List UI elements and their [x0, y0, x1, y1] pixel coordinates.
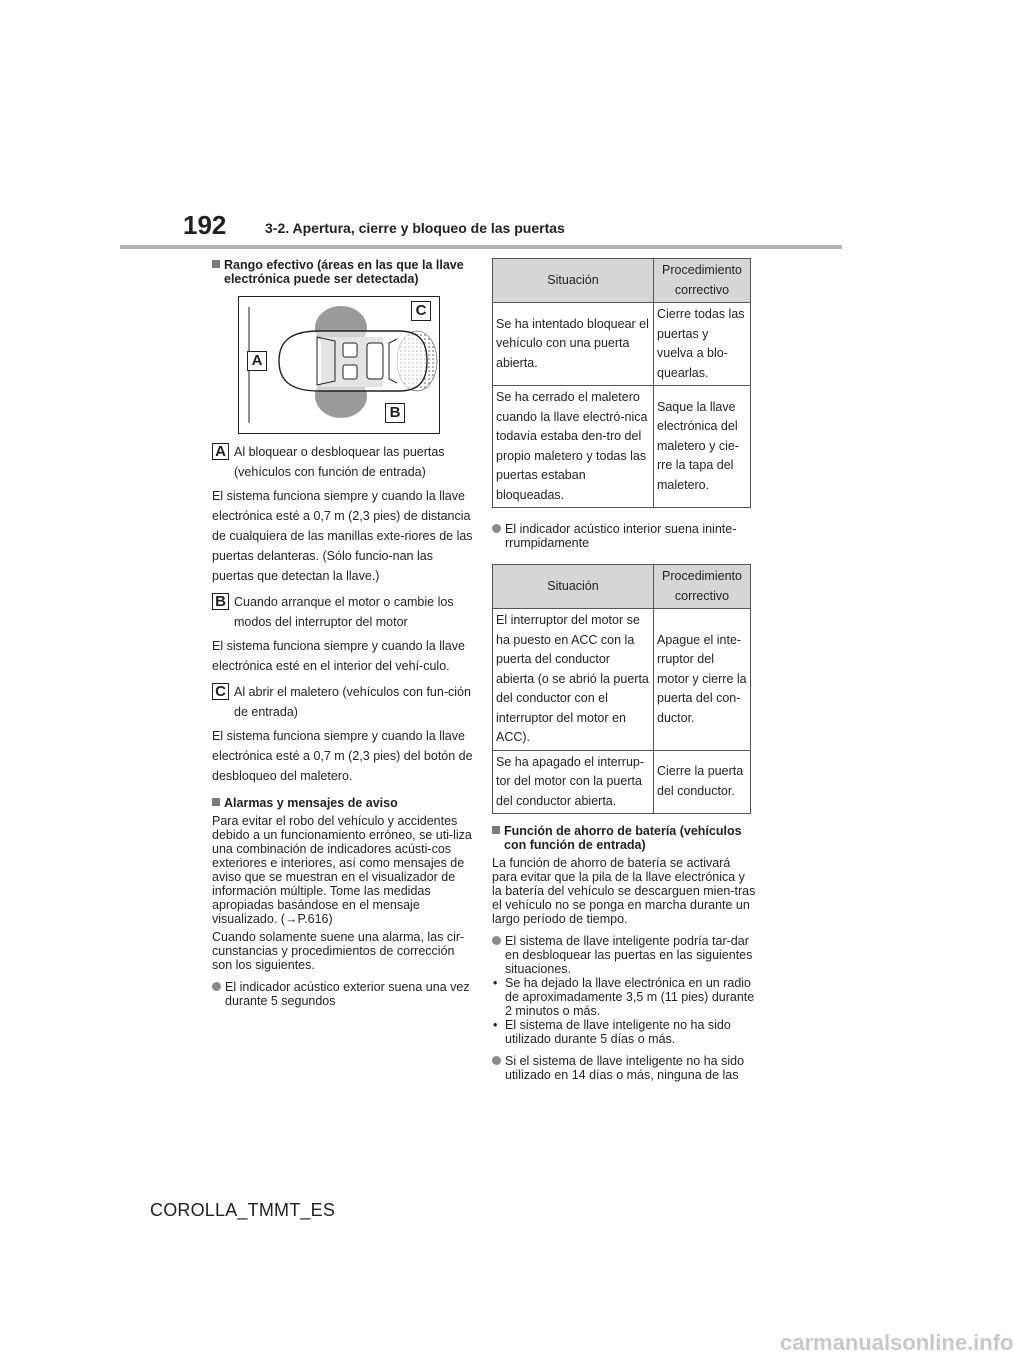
table-exterior-buzzer — [492, 258, 751, 508]
legend-c — [212, 682, 474, 722]
battery-paragraph: La función de ahorro de batería se activará para evitar que la pila de la llave electrónica y la batería del vehículo se descarguen mien-tras el vehículo no se ponga en marcha durante un largo período de tiempo. — [492, 856, 756, 926]
round-bullet-icon — [492, 1056, 501, 1065]
bullet-unused-text: Si el sistema de llave inteligente no ha sido utilizado en 14 días o más, ninguna de las — [505, 1054, 745, 1082]
bullet-exterior-text: El indicador acústico exterior suena una vez durante 5 segundos — [225, 980, 470, 1008]
dot-marker-icon: • — [493, 1018, 498, 1032]
legend-a-letter: A — [212, 443, 229, 460]
battery-section-title — [492, 824, 757, 852]
chapter-title: 3-2. Apertura, cierre y bloqueo de las puertas — [265, 220, 565, 236]
seat-front-right — [343, 365, 357, 379]
square-bullet-icon — [212, 798, 220, 806]
bullet-interior-buzzer — [492, 522, 757, 550]
dot-marker-icon: • — [493, 976, 498, 990]
table-row — [493, 750, 751, 814]
bullet-exterior-buzzer — [212, 980, 474, 1008]
table1-header-procedure: Procedimiento correctivo — [654, 259, 751, 303]
left-column — [212, 258, 474, 1008]
round-bullet-icon — [492, 936, 501, 945]
figure-label-a: A — [247, 351, 267, 371]
table-cell: El interruptor del motor se ha puesto en ACC con la puerta del conductor abierta (o se abrió la puerta del conductor con el interruptor del motor en ACC). — [493, 609, 654, 751]
paragraph-b: El sistema funciona siempre y cuando la llave electrónica esté en el interior del vehí-culo. — [212, 639, 465, 673]
legend-b-text: Cuando arranque el motor o cambie los modos del interruptor del motor — [234, 595, 454, 629]
watermark[interactable]: carmanualsonline.info — [780, 1330, 1014, 1355]
table1-header-situation: Situación — [493, 259, 654, 303]
range-title-text: Rango efectivo (áreas en las que la llave electrónica puede ser detectada) — [224, 258, 464, 286]
car-topview-illustration — [239, 297, 439, 433]
alarm-paragraph-1: Para evitar el robo del vehículo y accidentes debido a un funcionamiento erróneo, se uti-liza una combinación de indicadores acústi-cos exteriores e interiores, así como mensajes de aviso que se muestran en el visualizador de información múltiple. Tome las medidas apropiadas basándose en el mensaje visualizado. (→P.616) — [212, 814, 472, 926]
header-rule — [120, 245, 842, 249]
legend-a — [212, 442, 474, 482]
round-bullet-icon — [212, 982, 221, 991]
legend-b — [212, 592, 474, 632]
page-number: 192 — [183, 210, 227, 240]
bullet-interior-text: El indicador acústico interior suena ininte-rrumpidamente — [505, 522, 737, 550]
list-item — [492, 976, 757, 1018]
alarm-title-text: Alarmas y mensajes de aviso — [224, 796, 398, 810]
bullet-delay-text: El sistema de llave inteligente podría tar-dar en desbloquear las puertas en las siguientes situaciones. — [505, 934, 753, 976]
detection-range-figure — [238, 296, 440, 434]
legend-a-text: Al bloquear o desbloquear las puertas (vehículos con función de entrada) — [234, 445, 445, 479]
table-cell: Saque la llave electrónica del maletero y cie-rre la tapa del maletero. — [654, 386, 751, 508]
table2-header-situation: Situación — [493, 565, 654, 609]
battery-title-text: Función de ahorro de batería (vehículos con función de entrada) — [504, 824, 742, 852]
table-row — [493, 609, 751, 751]
paragraph-a: El sistema funciona siempre y cuando la llave electrónica esté a 0,7 m (2,3 pies) de distancia de cualquiera de las manillas exte-riores de las puertas delanteras. (Sólo funcio-nan las puertas que detectan la llave.) — [212, 489, 473, 583]
seat-rear — [367, 343, 383, 379]
square-bullet-icon — [212, 260, 220, 268]
right-column — [492, 258, 757, 1082]
table-row — [493, 386, 751, 508]
table-cell: Cierre todas las puertas y vuelva a blo-quearlas. — [654, 303, 751, 386]
table2-header-procedure: Procedimiento correctivo — [654, 565, 751, 609]
table-interior-buzzer — [492, 564, 751, 814]
sub-item-text: El sistema de llave inteligente no ha sido utilizado durante 5 días o más. — [505, 1018, 731, 1046]
bullet-unused-system — [492, 1054, 757, 1082]
alarm-section-title — [212, 796, 474, 810]
legend-c-letter: C — [212, 683, 229, 700]
car-body — [279, 331, 427, 391]
footer-model: COROLLA_TMMT_ES — [150, 1200, 336, 1220]
table-row — [493, 303, 751, 386]
list-item — [492, 1018, 757, 1046]
legend-b-letter: B — [212, 593, 229, 610]
square-bullet-icon — [492, 826, 500, 834]
table-cell: Se ha cerrado el maletero cuando la llave electró-nica todavía estaba den-tro del propio maletero y todas las puertas estaban bloqueadas. — [493, 386, 654, 508]
round-bullet-icon — [492, 524, 501, 533]
paragraph-c: El sistema funciona siempre y cuando la llave electrónica esté a 0,7 m (2,3 pies) del botón de desbloqueo del maletero. — [212, 729, 473, 783]
range-section-title — [212, 258, 474, 286]
figure-label-c: C — [411, 301, 431, 321]
legend-c-text: Al abrir el maletero (vehículos con fun-ción de entrada) — [234, 685, 471, 719]
table-cell: Se ha apagado el interrup-tor del motor con la puerta del conductor abierta. — [493, 750, 654, 814]
figure-label-b: B — [385, 403, 405, 423]
seat-front-left — [343, 343, 357, 357]
table-cell: Se ha intentado bloquear el vehículo con una puerta abierta. — [493, 303, 654, 386]
alarm-paragraph-2: Cuando solamente suene una alarma, las cir-cunstancias y procedimientos de corrección son los siguientes. — [212, 930, 465, 972]
sub-item-text: Se ha dejado la llave electrónica en un radio de aproximadamente 3,5 m (11 pies) durante 2 minutos o más. — [505, 976, 755, 1018]
bullet-unlock-delay — [492, 934, 757, 976]
table-cell: Apague el inte-rruptor del motor y cierre la puerta del con-ductor. — [654, 609, 751, 751]
table-cell: Cierre la puerta del conductor. — [654, 750, 751, 814]
